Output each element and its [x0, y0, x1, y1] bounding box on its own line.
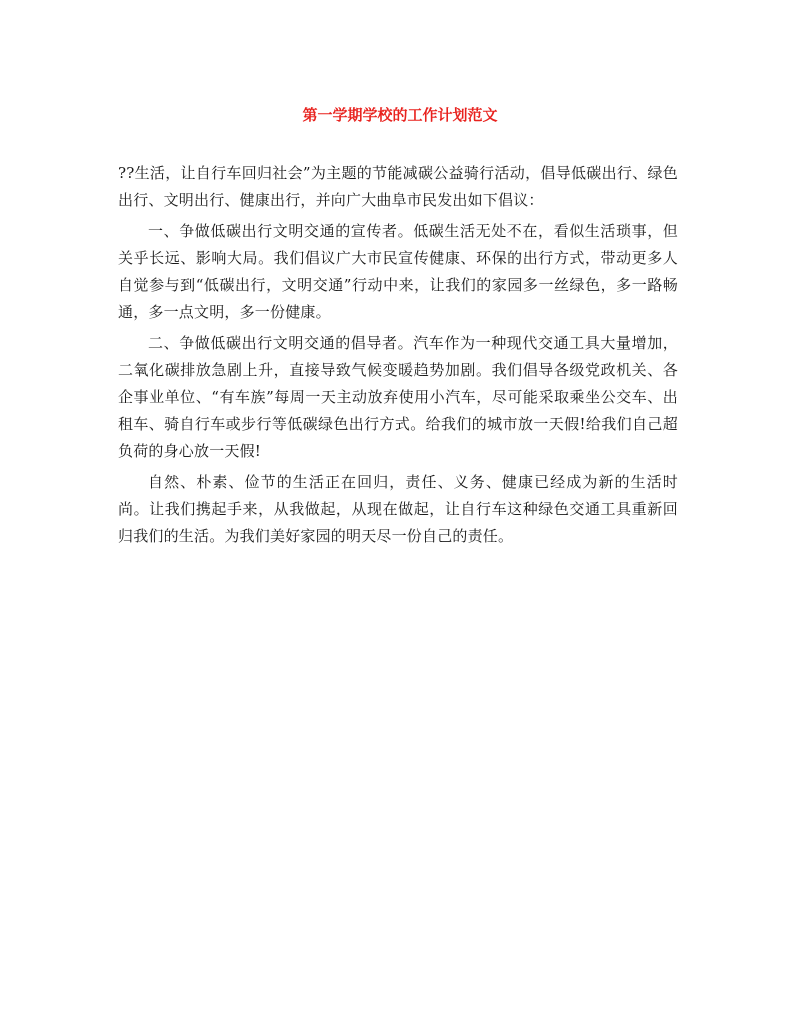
document-body — [118, 160, 678, 554]
paragraph-point-one: 一、争做低碳出行文明交通的宣传者。低碳生活无处不在，看似生活琐事，但关乎长远、影响大局。我们倡议广大市民宣传健康、环保的出行方式，带动更多人自觉参与到“低碳出行，文明交通”行动中来，让我们的家园多一丝绿色，多一路畅通，多一点文明，多一份健康。 — [118, 222, 678, 321]
paragraph-point-two: 二、争做低碳出行文明交通的倡导者。汽车作为一种现代交通工具大量增加，二氧化碳排放急剧上升，直接导致气候变暖趋势加剧。我们倡导各级党政机关、各企事业单位、“有车族”每周一天主动放弃使用小汽车，尽可能采取乘坐公交车、出租车、骑自行车或步行等低碳绿色出行方式。给我们的城市放一天假!给我们自己超负荷的身心放一天假! — [118, 334, 678, 460]
paragraph-conclusion: 自然、朴素、俭节的生活正在回归，责任、义务、健康已经成为新的生活时尚。让我们携起手来，从我做起，从现在做起，让自行车这种绿色交通工具重新回归我们的生活。为我们美好家园的明天尽一份自己的责任。 — [118, 473, 678, 545]
paragraph-intro: ??生活，让自行车回归社会”为主题的节能减碳公益骑行活动，倡导低碳出行、绿色出行、文明出行、健康出行，并向广大曲阜市民发出如下倡议： — [118, 164, 678, 209]
document-title: 第一学期学校的工作计划范文 — [302, 106, 498, 124]
